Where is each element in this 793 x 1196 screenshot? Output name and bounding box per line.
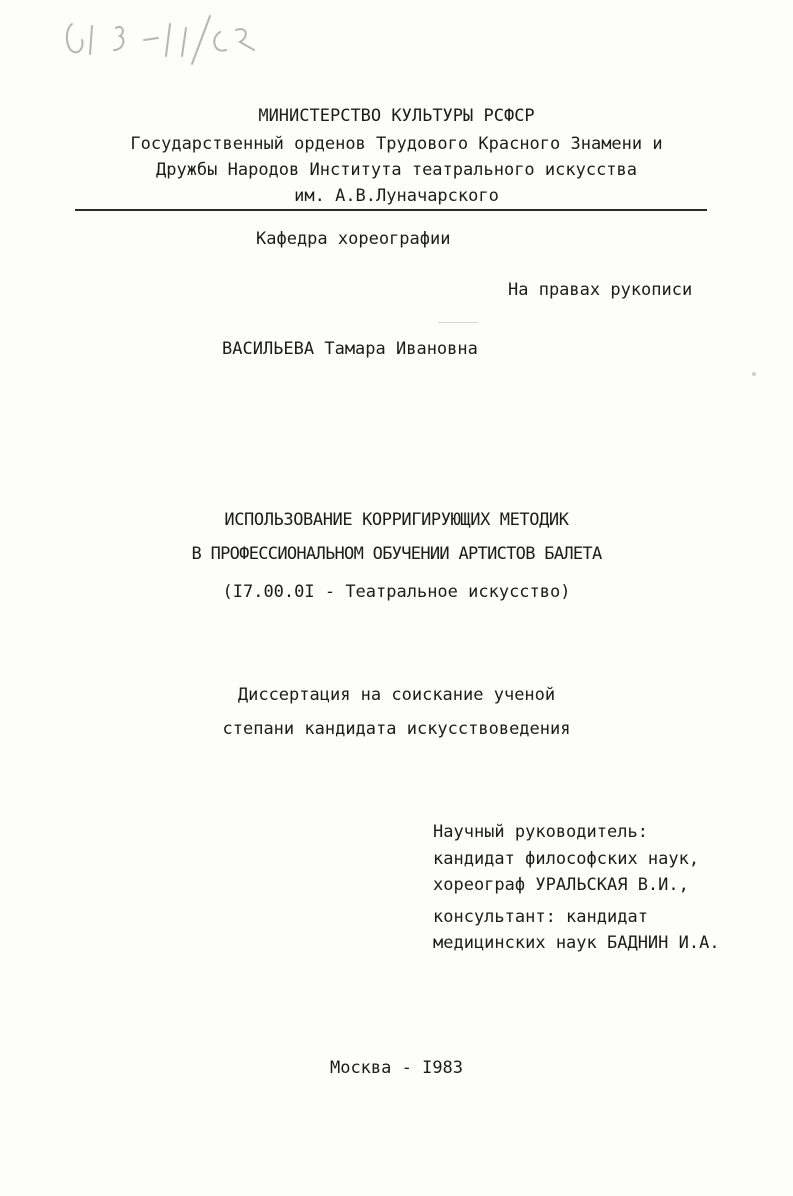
handwritten-archive-mark xyxy=(60,10,300,70)
institute-line-2: Дружбы Народов Институтa театрального искусства xyxy=(155,160,638,180)
paper-speck xyxy=(752,372,756,376)
institute-line-3: им. А.В.Луначарского xyxy=(294,186,499,206)
specialty-code: (I7.00.0I - Театральное искусство) xyxy=(222,582,571,602)
supervisor-heading: Научный руководитель: xyxy=(433,822,648,842)
dissertation-title-line-2: В ПРОФЕССИОНАЛЬНОМ ОБУЧЕНИИ АРТИСТОВ БАЛЕТА xyxy=(191,544,602,564)
degree-line-1: Диссертация на соискание ученой xyxy=(237,685,556,705)
dissertation-title-line-1: ИСПОЛЬЗОВАНИЕ КОРРИГИРУЮЩИХ МЕТОДИК xyxy=(224,510,569,530)
header-divider xyxy=(75,209,707,211)
degree-line-2: степани кандидата искусствоведения xyxy=(222,719,571,739)
department-label: Кафедра хореографии xyxy=(256,229,451,249)
author-name: ВАСИЛЬЕВА Тамара Ивановна xyxy=(222,339,478,359)
supervisor-name: хореограф УРАЛЬСКАЯ В.И., xyxy=(433,875,689,895)
supervisor-degree: кандидат философских наук, xyxy=(433,849,700,869)
paper-speck xyxy=(438,322,478,323)
consultant-heading: консультант: кандидат xyxy=(433,907,648,927)
consultant-name: медицинских наук БАДНИН И.А. xyxy=(433,933,720,953)
manuscript-rights-note: На правах рукописи xyxy=(508,280,693,300)
institute-line-1: Государственный орденов Трудового Красного Знамени и xyxy=(130,134,663,154)
ministry-heading: МИНИСТЕРСТВО КУЛЬТУРЫ РСФСР xyxy=(258,106,535,126)
city-year: Москва - I983 xyxy=(329,1058,464,1078)
